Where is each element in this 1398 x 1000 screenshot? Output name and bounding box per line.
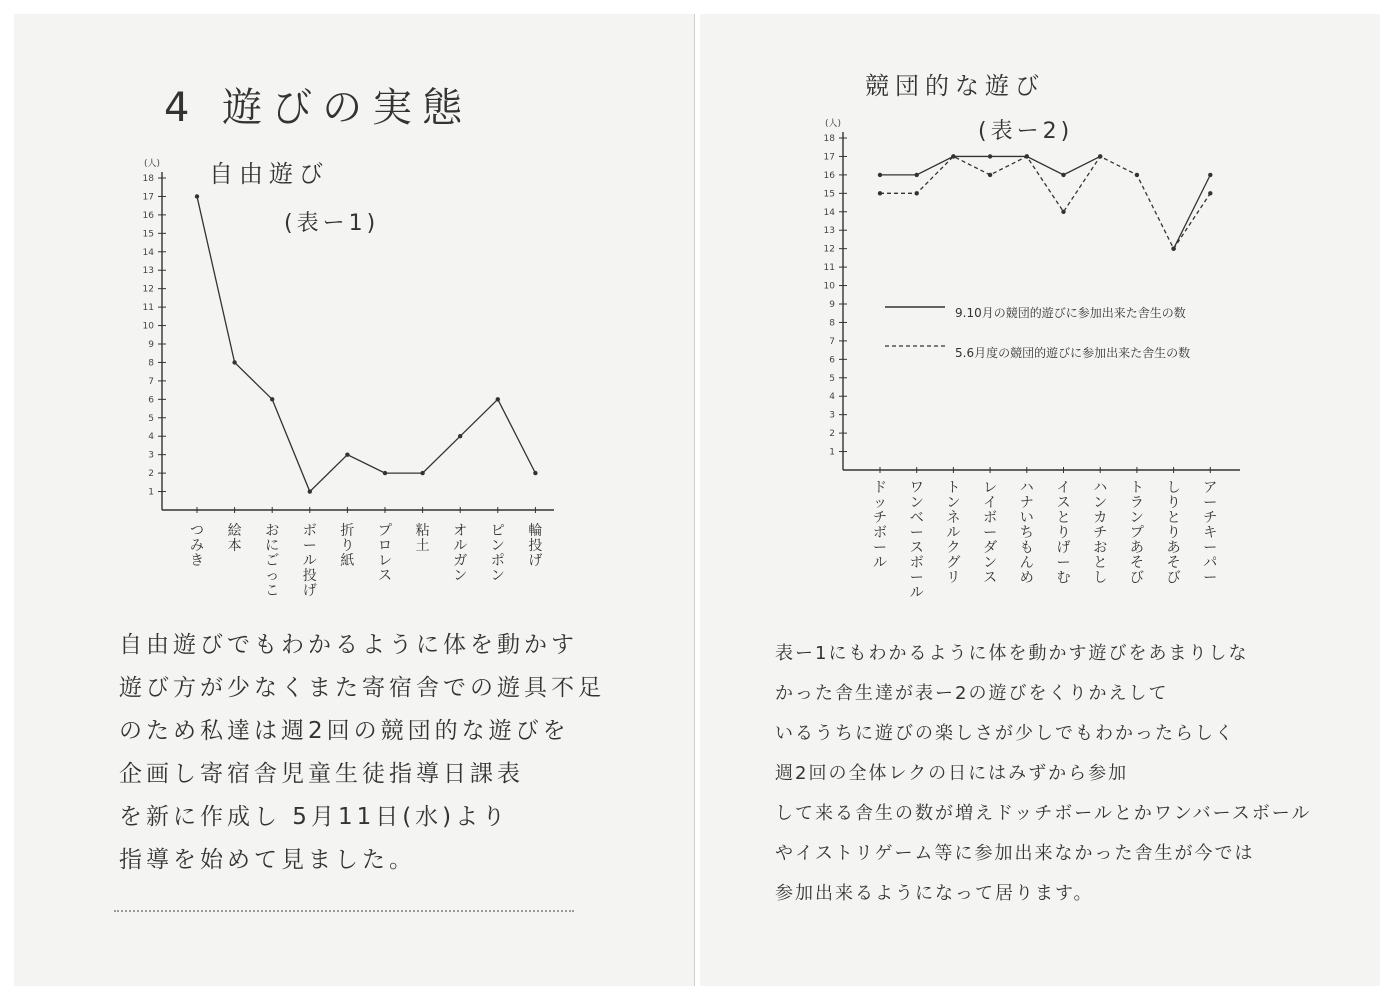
right-paragraph-line: 表ー1にもわかるように体を動かす遊びをあまりしな: [775, 643, 1249, 664]
data-point: [345, 452, 349, 456]
right-paragraph-line: かった舎生達が表ー2の遊びをくりかえして: [775, 683, 1169, 704]
x-category-label: アーチキーパー: [1203, 480, 1218, 586]
data-point: [420, 471, 424, 475]
y-tick-label: 1: [148, 487, 154, 498]
x-category-label: トランプあそび: [1129, 480, 1144, 586]
x-category-label: ハナいちもんめ: [1019, 480, 1034, 586]
right-paragraph-line: して来る舎生の数が増えドッチボールとかワンバースボール: [775, 803, 1312, 824]
right-paragraph-line: いるうちに遊びの楽しさが少しでもわかったらしく: [775, 723, 1235, 744]
chart1-title: 自由遊び: [209, 160, 329, 188]
y-tick-label: 12: [823, 244, 835, 255]
y-tick-label: 8: [148, 358, 154, 369]
x-category-label: 粘土: [415, 523, 430, 554]
x-category-label: ボール投げ: [302, 523, 317, 599]
x-category-label: つみき: [190, 523, 204, 569]
y-tick-label: 18: [823, 134, 835, 144]
data-point: [1135, 173, 1139, 177]
left-paragraph-line: 自由遊びでもわかるように体を動かす: [119, 632, 578, 658]
data-point: [1098, 154, 1102, 158]
data-point: [308, 489, 312, 493]
data-point: [1208, 191, 1212, 195]
y-tick-label: 4: [148, 432, 154, 443]
chart1-svg: [14, 14, 694, 614]
data-point: [1208, 173, 1212, 177]
left-paragraph-line: を新に作成し 5月11日(水)より: [119, 804, 510, 830]
x-category-label: おにごっこ: [265, 523, 280, 599]
x-category-label: ピンポン: [490, 523, 505, 584]
y-tick-label: 9: [829, 300, 835, 310]
x-category-label: ドッチボール: [873, 480, 887, 571]
left-paragraph: [119, 624, 605, 882]
data-point: [270, 397, 274, 401]
data-point: [951, 154, 955, 158]
x-category-label: トンネルクグリ: [946, 480, 961, 586]
y-tick-label: 3: [148, 450, 154, 461]
y-tick-label: 17: [142, 192, 154, 203]
x-category-label: プロレス: [378, 523, 392, 584]
data-point: [232, 360, 236, 364]
chart2-title: 競団的な遊び: [865, 72, 1045, 100]
y-tick-label: 2: [148, 469, 154, 480]
y-tick-label: 6: [148, 395, 154, 406]
x-category-label: しりとりあそび: [1166, 480, 1181, 586]
legend-solid-label: 9.10月の競団的遊びに参加出来た舎生の数: [955, 306, 1186, 320]
data-point: [915, 173, 919, 177]
y-tick-label: 14: [142, 247, 154, 258]
y-tick-label: 11: [142, 303, 154, 314]
y-tick-label: 1: [829, 447, 835, 458]
data-point: [878, 191, 882, 195]
y-tick-label: 11: [823, 263, 835, 274]
x-category-label: レイボーダンス: [983, 480, 998, 586]
data-point: [1171, 246, 1175, 250]
bottom-divider: [114, 910, 574, 912]
y-tick-label: 17: [823, 152, 835, 163]
y-unit-label: (人): [824, 119, 842, 129]
series-line-solid: [880, 156, 1100, 174]
data-point: [988, 173, 992, 177]
y-tick-label: 18: [142, 174, 154, 184]
x-category-label: 折り紙: [340, 523, 355, 569]
y-tick-label: 5: [148, 413, 154, 424]
x-category-label: 輪投げ: [528, 523, 543, 569]
data-point: [458, 434, 462, 438]
section-title: 4 遊びの実態: [164, 85, 473, 131]
chart2-subtitle: (表ー2): [978, 119, 1074, 144]
y-tick-label: 15: [823, 189, 835, 200]
y-tick-label: 13: [142, 266, 154, 277]
y-unit-label: (人): [143, 159, 161, 169]
series-line-solid: [197, 196, 535, 491]
right-paragraph-line: 週2回の全体レクの日にはみずから参加: [775, 763, 1129, 784]
data-point: [915, 191, 919, 195]
y-tick-label: 15: [142, 229, 154, 240]
right-paragraph-line: 参加出来るようになって居ります。: [775, 883, 1094, 904]
y-tick-label: 12: [142, 284, 154, 295]
x-category-label: 絵本: [227, 523, 242, 554]
y-tick-label: 5: [829, 373, 835, 384]
y-tick-label: 16: [823, 170, 835, 181]
y-tick-label: 3: [829, 410, 835, 421]
x-category-label: イスとりげーむ: [1056, 480, 1071, 586]
data-point: [533, 471, 537, 475]
x-category-label: ハンカチおとし: [1093, 480, 1108, 586]
data-point: [383, 471, 387, 475]
left-paragraph-line: 指導を始めて見ました。: [119, 847, 416, 873]
right-page: [700, 14, 1380, 986]
legend-dashed-label: 5.6月度の競団的遊びに参加出来た舎生の数: [955, 346, 1191, 360]
data-point: [1025, 154, 1029, 158]
right-paragraph: [775, 634, 1311, 914]
series-line-solid: [1174, 175, 1211, 249]
y-tick-label: 14: [823, 207, 835, 218]
left-paragraph-line: 企画し寄宿舎児童生徒指導日課表: [119, 761, 524, 787]
data-point: [878, 173, 882, 177]
data-point: [1061, 173, 1065, 177]
left-paragraph-line: 遊び方が少なくまた寄宿舎での遊具不足: [119, 675, 605, 701]
chart1-subtitle: (表ー1): [284, 211, 380, 236]
y-tick-label: 16: [142, 210, 154, 221]
data-point: [496, 397, 500, 401]
y-tick-label: 13: [823, 226, 835, 237]
data-point: [988, 154, 992, 158]
x-category-label: ワンベースボール: [909, 480, 924, 601]
series-line-dashed: [880, 156, 1210, 248]
y-tick-label: 7: [148, 376, 154, 387]
data-point: [1061, 210, 1065, 214]
y-tick-label: 8: [829, 318, 835, 329]
y-tick-label: 2: [829, 429, 835, 440]
y-tick-label: 6: [829, 355, 835, 366]
x-category-label: オルガン: [453, 523, 468, 584]
right-paragraph-line: やイストリゲーム等に参加出来なかった舎生が今では: [775, 843, 1255, 864]
y-tick-label: 7: [829, 336, 835, 347]
y-tick-label: 10: [142, 321, 154, 332]
y-tick-label: 10: [823, 281, 835, 292]
left-page: [14, 14, 695, 986]
data-point: [195, 194, 199, 198]
y-tick-label: 4: [829, 392, 835, 403]
left-paragraph-line: のため私達は週2回の競団的な遊びを: [119, 718, 570, 744]
y-tick-label: 9: [148, 340, 154, 350]
